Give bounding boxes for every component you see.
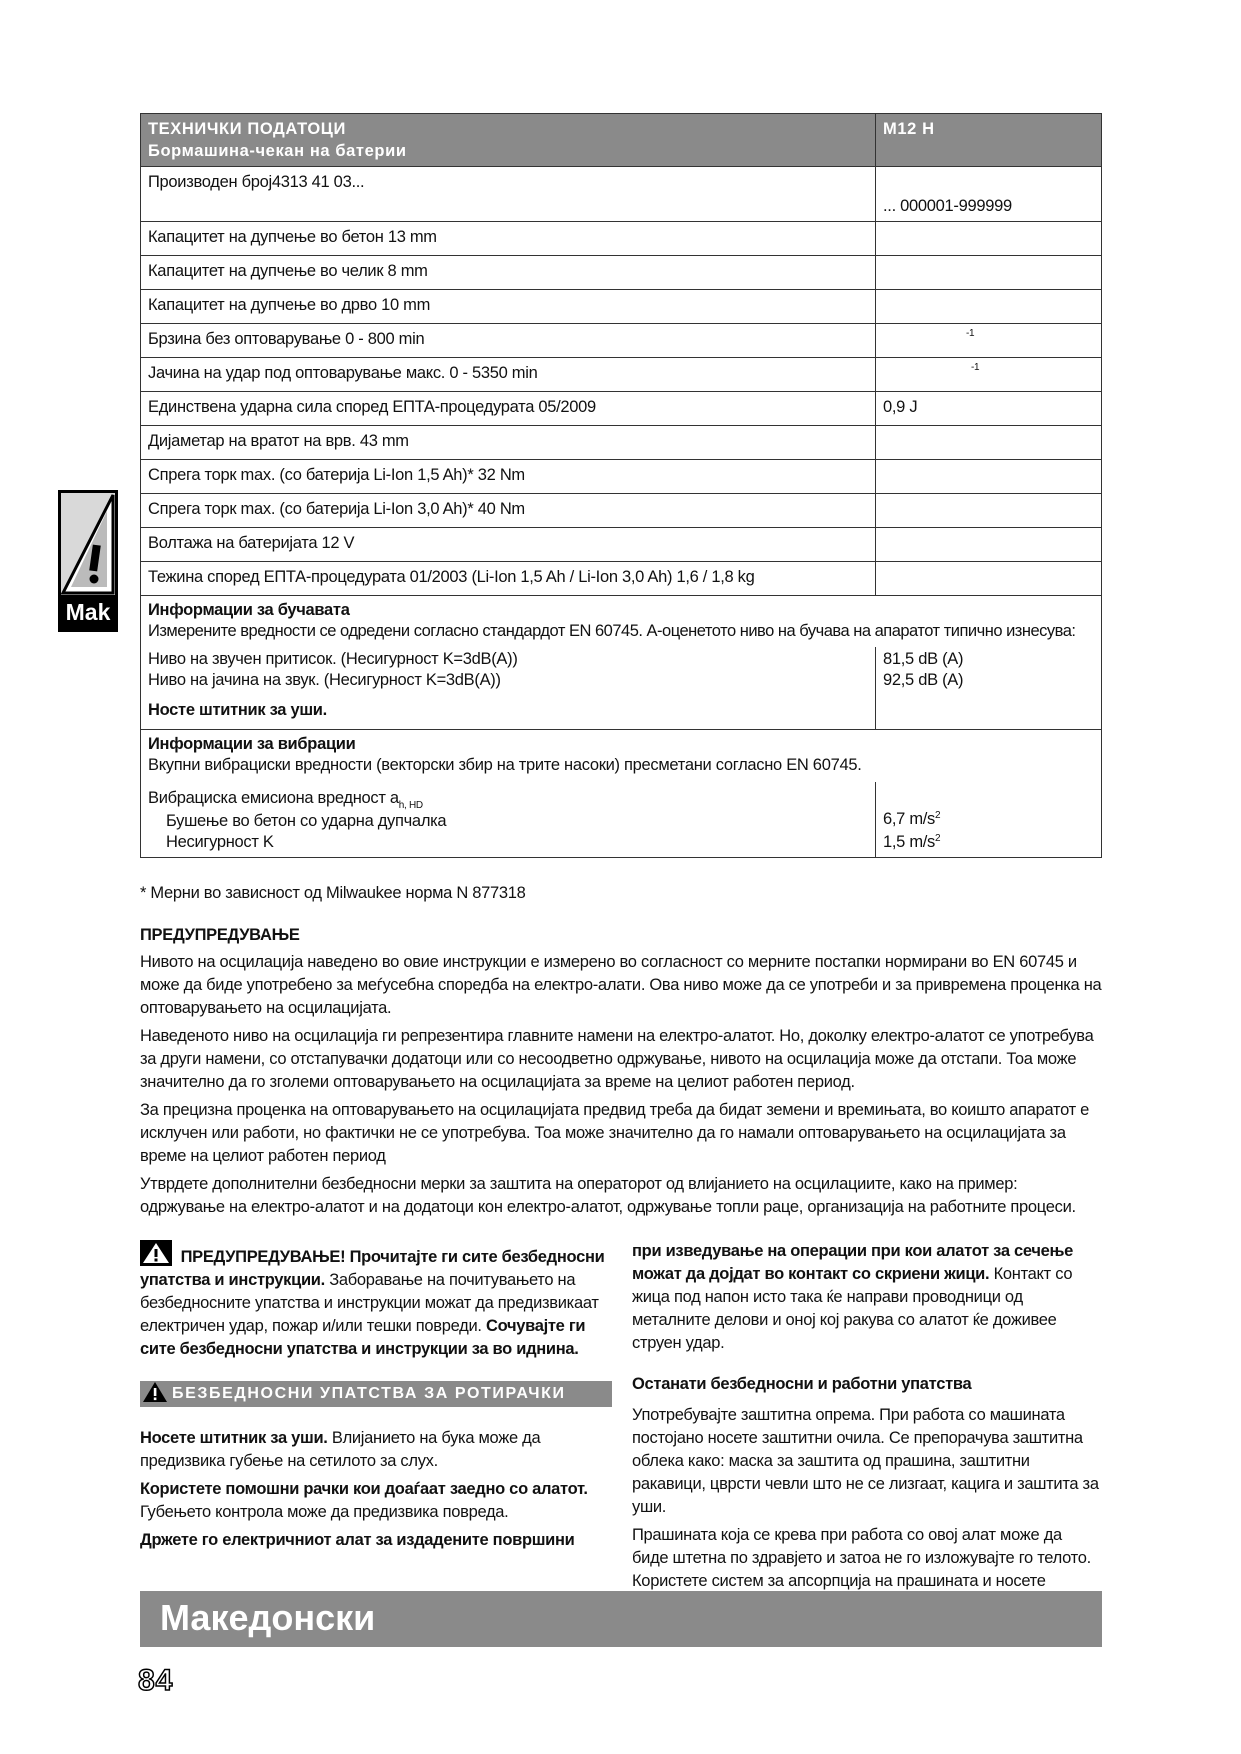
table-row bbox=[141, 460, 1102, 494]
row-value: ... 000001-999999 bbox=[876, 167, 1102, 222]
table-model: M12 H bbox=[876, 114, 1102, 167]
table-header-row bbox=[141, 114, 1102, 167]
warning-paragraph: Утврдете дополнителни безбедносни мерки за заштита на операторот од влијанието на осцилациите, како на пример: одржување на електро-алатот и на додатоци кон електро-алатот, одржување топли раце, организација на работните процеси. bbox=[140, 1175, 1076, 1216]
table-row bbox=[141, 256, 1102, 290]
row-label: Дијаметар на вратот на врв. 43 mm bbox=[141, 426, 876, 460]
section-heading-text: БЕЗБЕДНОСНИ УПАТСТВА ЗА РОТИРАЧКИ ЧЕКАН bbox=[140, 1385, 566, 1428]
row-value bbox=[876, 528, 1102, 562]
noise-section-cell bbox=[141, 596, 1102, 730]
squared-exponent: 2 bbox=[935, 810, 941, 821]
row-label: Капацитет на дупчење во бетон 13 mm bbox=[141, 222, 876, 256]
side-tab-warning-panel bbox=[61, 493, 115, 595]
row-label: Капацитет на дупчење во дрво 10 mm bbox=[141, 290, 876, 324]
row-value bbox=[876, 222, 1102, 256]
table-row bbox=[141, 528, 1102, 562]
vib-uncert-value bbox=[883, 832, 940, 855]
vibration-warning bbox=[140, 924, 1102, 1224]
vib-emission-label bbox=[148, 788, 868, 811]
language-footer-bar bbox=[140, 1591, 1102, 1647]
warning-sign-icon bbox=[140, 1240, 172, 1266]
vib-drill-label: Бушење во бетон со ударна дупчалка bbox=[166, 812, 447, 830]
footer-language: Македонски bbox=[160, 1597, 376, 1638]
safety-rule bbox=[140, 1427, 612, 1473]
noise-values bbox=[141, 647, 1101, 729]
left-column bbox=[140, 1240, 612, 1366]
warning-sign-icon bbox=[142, 1381, 168, 1403]
table-row bbox=[141, 562, 1102, 596]
row-value: 0,9 J bbox=[876, 392, 1102, 426]
row-value bbox=[876, 494, 1102, 528]
rule-bold: при изведување на операции при кои алатот за сечење можат да дојдат во контакт со скриени жици. bbox=[632, 1242, 1074, 1283]
other-instructions-paragraph: Прашината која се крева при работа со овој алат може да биде штетна по здравјето и затоа не го изложувајте го телото. Користете систем за апсорпција на прашината и носете bbox=[632, 1526, 1091, 1590]
warning-paragraph: Наведеното ниво на осцилација ги репрезентира главните намени на електро-алатот. Но, доколку електро-алатот се употребува за други намени, со отстапувачки додатоци или со несоодветно одржување, нивото на осцилација може да отстапи. Тоа може значително да го зголеми оптоварувањето на осцилацијата за време на целиот работен период. bbox=[140, 1027, 1094, 1091]
rotary-hammer-section-heading bbox=[140, 1381, 612, 1428]
noise-labels bbox=[141, 647, 875, 729]
safety-rule-continued bbox=[632, 1240, 1102, 1355]
row-label: Спрега торк max. (со батерија Li-Ion 3,0 Ah)* 40 Nm bbox=[141, 494, 876, 528]
table-row bbox=[141, 358, 1102, 392]
table-row bbox=[141, 426, 1102, 460]
table-row bbox=[141, 167, 1102, 222]
safety-rule bbox=[140, 1478, 612, 1524]
noise-pressure-value: 81,5 dB (A) bbox=[883, 650, 964, 668]
vibration-labels bbox=[141, 782, 875, 857]
row-label: Брзина без оптоварување 0 - 800 min bbox=[141, 324, 876, 358]
noise-power-value: 92,5 dB (A) bbox=[883, 671, 964, 689]
warning-bold-lead: ПРЕДУПРЕДУВАЊЕ! Прочитајте ги сите безбедносни упатства и инструкции. bbox=[140, 1248, 605, 1289]
warning-text: Заборавање на почитувањето на безбедносните упатства и инструкции можат да предизвикаат електричен удар, пожар и/или тешки повреди. bbox=[140, 1271, 599, 1335]
noise-description: Измерените вредности се одредени согласно стандардот EN 60745. А-оценетото ниво на бучава на апаратот типично изнесува: bbox=[148, 622, 1076, 640]
vibration-values bbox=[141, 782, 1101, 857]
other-instructions-paragraph: Употребувајте заштитна опрема. При работа со машината постојано носете заштитни очила. Се препорачува заштитна облека како: маска за заштита од прашина, заштитни ракавици, цврсти чевли што не се лизгаат, кацига и заштита за уши. bbox=[632, 1406, 1099, 1516]
vibration-values-col bbox=[875, 782, 947, 857]
general-safety-warning bbox=[140, 1240, 612, 1361]
vibration-description: Вкупни вибрациски вредности (векторски збир на трите насоки) пресметани согласно EN 60745. bbox=[148, 756, 862, 774]
warning-triangle-icon bbox=[61, 493, 115, 595]
noise-title: Информации за бучавата bbox=[148, 601, 350, 619]
unit-exponent: -1 bbox=[966, 328, 975, 339]
unit-exponent: -1 bbox=[971, 362, 980, 373]
left-column-rules bbox=[140, 1427, 612, 1557]
table-subtitle: Бормашина-чекан на батерии bbox=[148, 142, 407, 160]
vibration-section bbox=[141, 730, 1102, 858]
rule-text: Губењето контрола може да предизвика повреда. bbox=[140, 1503, 509, 1521]
noise-section bbox=[141, 596, 1102, 730]
table-row bbox=[141, 290, 1102, 324]
row-value bbox=[876, 358, 1102, 392]
row-value bbox=[876, 290, 1102, 324]
page-number: 84 bbox=[138, 1664, 174, 1697]
warning-title: ПРЕДУПРЕДУВАЊЕ bbox=[140, 926, 300, 944]
footnote: * Мерни во зависност од Milwaukee норма N 877318 bbox=[140, 884, 526, 902]
tech-data-table bbox=[140, 113, 1102, 858]
warning-paragraph: Нивото на осцилација наведено во овие инструкции е измерено во согласност со мерните постапки нормирани во EN 60745 и може да биде употребено за меѓусебна споредба на електро-алати. Ова ниво може да се употреби и за привремена проценка на оптоварувањето на осцилацијата. bbox=[140, 953, 1102, 1017]
rule-bold: Користете помошни рачки кои доаѓаат заедно со алатот. bbox=[140, 1480, 588, 1498]
row-value bbox=[876, 460, 1102, 494]
row-label: Тежина според ЕПТА-процедурата 01/2003 (Li-Ion 1,5 Ah / Li-Ion 3,0 Ah) 1,6 / 1,8 kg bbox=[141, 562, 876, 596]
row-label: Волтажа на батеријата 12 V bbox=[141, 528, 876, 562]
noise-power-label: Ниво на јачина на звук. (Несигурност K=3dB(A)) bbox=[148, 671, 501, 689]
vib-drill-number: 6,7 m/s bbox=[883, 810, 936, 828]
row-value bbox=[876, 256, 1102, 290]
ear-protection-note: Носте штитник за уши. bbox=[148, 701, 327, 719]
row-value bbox=[876, 324, 1102, 358]
right-column bbox=[632, 1240, 1102, 1644]
table-row bbox=[141, 392, 1102, 426]
vib-uncertainty-label: Несигурност K bbox=[166, 833, 274, 851]
noise-pressure-label: Ниво на звучен притисок. (Несигурност K=3dB(A)) bbox=[148, 650, 518, 668]
table-row bbox=[141, 222, 1102, 256]
vibration-section-cell bbox=[141, 730, 1102, 858]
row-label: Капацитет на дупчење во челик 8 mm bbox=[141, 256, 876, 290]
side-tab-language: Mak bbox=[65, 599, 111, 625]
table-row bbox=[141, 494, 1102, 528]
rule-text: Контакт со жица под напон исто така ќе направи проводници од металните делови и оној кој ракува со алатот ќе доживее струен удар. bbox=[632, 1265, 1073, 1352]
rule-bold: Носете штитник за уши. bbox=[140, 1429, 328, 1447]
noise-values-col bbox=[875, 647, 970, 729]
vib-emission-text: Вибрациска емисиона вредност a bbox=[148, 789, 399, 807]
table-header-title-cell bbox=[141, 114, 876, 167]
squared-exponent: 2 bbox=[935, 833, 941, 844]
row-label: Спрега торк max. (со батерија Li-Ion 1,5 Ah)* 32 Nm bbox=[141, 460, 876, 494]
other-instructions-title: Останати безбедносни и работни упатства bbox=[632, 1375, 972, 1393]
warning-paragraph: За прецизна проценка на оптоварувањето на осцилацијата предвид треба да бидат земени и времињата, во коишто апаратот е исклучен или работи, но фактички не се употребува. Тоа може значително да го намали оптоварувањето на осцилацијата за време на целиот работен период bbox=[140, 1101, 1090, 1165]
vib-emission-sub: h, HD bbox=[398, 800, 423, 811]
vibration-title: Информации за вибрации bbox=[148, 735, 356, 753]
warning-keep-instructions: Сочувајте ги сите безбедносни упатства и инструкции за во иднина. bbox=[140, 1317, 586, 1358]
table-row bbox=[141, 324, 1102, 358]
row-value bbox=[876, 562, 1102, 596]
row-value bbox=[876, 426, 1102, 460]
rule-text: Влијанието на бука може да предизвика губење на сетилото за слух. bbox=[140, 1429, 541, 1470]
row-label: Производен број4313 41 03... bbox=[141, 167, 876, 222]
vib-drill-value bbox=[883, 809, 940, 832]
row-label: Јачина на удар под оптоварување макс. 0 - 5350 min bbox=[141, 358, 876, 392]
safety-rule: Држете го електричниот алат за издадените површини bbox=[140, 1531, 575, 1549]
language-side-tab bbox=[58, 490, 118, 632]
row-label: Единствена ударна сила според ЕПТА-процедурата 05/2009 bbox=[141, 392, 876, 426]
table-title: ТЕХНИЧКИ ПОДАТОЦИ bbox=[148, 120, 346, 138]
vib-uncert-number: 1,5 m/s bbox=[883, 833, 936, 851]
